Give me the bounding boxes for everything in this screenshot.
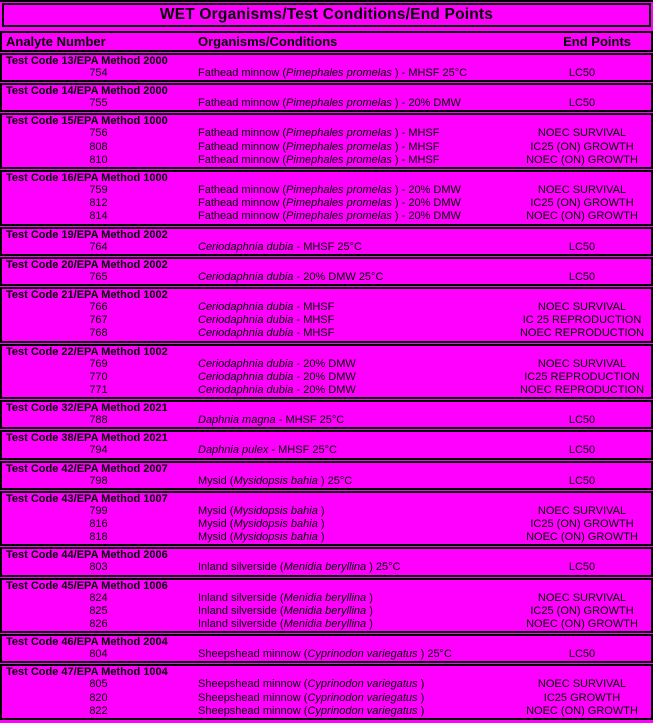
end-point-cell: NOEC SURVIVAL [537,127,627,140]
test-condition-text: ) - MHSF 25°C [391,67,468,79]
organism-common-name: Inland silverside ( [198,561,284,574]
test-code-section [0,664,653,720]
scientific-name: Cyprinodon variegatus [307,648,418,661]
organism-common-name: Fathead minnow ( [198,67,287,79]
analyte-number-cell: 799 [89,504,108,517]
end-point-cell: LC50 [568,67,596,79]
organism-conditions-cell [195,605,453,618]
organism-common-name: Mysid ( [198,518,234,531]
test-condition-text: ) - MHSF [391,140,440,153]
analyte-number-cell: 768 [89,327,108,340]
scientific-name: Pimephales promelas [286,67,392,79]
analyte-number-cell: 754 [89,67,108,79]
scientific-name: Ceriodaphnia dubia [198,314,294,327]
organism-common-name: Sheepshead minnow ( [198,691,308,704]
table-row [2,271,651,284]
end-point-cell: LC50 [568,270,596,283]
analyte-number-cell: 764 [89,240,108,253]
organism-conditions-cell [195,505,453,518]
test-code-label: Test Code 45/EPA Method 1006 [6,579,168,592]
test-code-section [0,227,653,256]
organism-conditions-cell [195,271,453,284]
test-condition-text: ) - MHSF [391,127,440,140]
organism-conditions-cell [195,327,453,340]
table-row [2,384,651,397]
end-point-cell: IC 25 REPRODUCTION [522,314,642,327]
scientific-name: Mysidopsis bahia [233,504,318,517]
analyte-number-cell: 808 [89,140,108,153]
organism-conditions-cell [195,414,453,427]
page-title: WET Organisms/Test Conditions/End Points [2,3,651,27]
analyte-number-cell: 820 [89,691,108,704]
scientific-name: Cyprinodon variegatus [307,678,418,691]
test-code-label: Test Code 44/EPA Method 2006 [6,549,168,562]
end-point-cell: IC25 (ON) GROWTH [530,197,634,210]
table-row [2,97,651,110]
test-condition-text: ) [317,504,325,517]
test-code-section [0,461,653,490]
test-condition-text: - MHSF [293,301,335,314]
organism-common-name: Inland silverside ( [198,604,284,617]
test-condition-text: ) [417,678,425,691]
scientific-name: Ceriodaphnia dubia [198,270,294,283]
test-condition-text: ) [317,531,325,544]
test-code-section [0,113,653,169]
table-row [2,531,651,544]
test-condition-text: ) - 20% DMW [391,210,461,223]
organism-conditions-cell [195,531,453,544]
end-point-cell: IC25 (ON) GROWTH [530,518,634,531]
organism-common-name: Mysid ( [198,504,234,517]
scientific-name: Cyprinodon variegatus [307,704,418,717]
test-condition-text: ) [417,704,425,717]
analyte-number-cell: 822 [89,704,108,717]
end-point-cell: NOEC SURVIVAL [537,678,627,691]
organism-common-name: Inland silverside ( [198,618,284,631]
organism-conditions-cell [195,444,453,457]
scientific-name: Ceriodaphnia dubia [198,357,294,370]
organism-conditions-cell [195,648,453,661]
organism-conditions-cell [195,592,453,605]
analyte-number-cell: 759 [89,184,108,197]
table-header-row [0,31,653,52]
organism-conditions-cell [195,384,453,397]
organism-common-name: Fathead minnow ( [198,197,287,210]
test-condition-text: ) - 20% DMW [391,184,461,197]
test-condition-text: ) [317,518,325,531]
analyte-number-cell: 824 [89,591,108,604]
table-row [2,592,651,605]
table-row [2,327,651,340]
test-condition-text: - 20% DMW 25°C [293,270,384,283]
test-condition-text: ) 25°C [366,561,401,574]
test-code-section [0,83,653,112]
analyte-number-cell: 767 [89,314,108,327]
end-point-cell: NOEC REPRODUCTION [519,327,645,340]
scientific-name: Pimephales promelas [286,210,392,223]
end-point-cell: NOEC SURVIVAL [537,301,627,314]
analyte-number-cell: 816 [89,518,108,531]
test-code-label: Test Code 14/EPA Method 2000 [6,85,168,98]
end-point-cell: NOEC REPRODUCTION [519,384,645,397]
test-condition-text: ) 25°C [417,648,452,661]
table-row [2,505,651,518]
test-code-label: Test Code 38/EPA Method 2021 [6,432,168,445]
organism-common-name: Fathead minnow ( [198,140,287,153]
end-point-cell: NOEC SURVIVAL [537,357,627,370]
scientific-name: Pimephales promelas [286,153,392,166]
column-header-end-points: End Points [563,34,631,49]
test-condition-text: - MHSF [293,327,335,340]
scientific-name: Mysidopsis bahia [233,474,318,487]
test-condition-text: ) - 20% DMW [391,97,461,110]
scientific-name: Cyprinodon variegatus [307,691,418,704]
analyte-number-cell: 804 [89,648,108,661]
analyte-number-cell: 812 [89,197,108,210]
test-condition-text: ) - MHSF [391,153,440,166]
analyte-number-cell: 756 [89,127,108,140]
organism-conditions-cell [195,67,468,80]
analyte-number-cell: 765 [89,270,108,283]
table-row [2,705,651,718]
scientific-name: Pimephales promelas [286,97,392,110]
table-row [2,141,651,154]
table-row [2,561,651,574]
test-code-label: Test Code 13/EPA Method 2000 [6,55,168,67]
scientific-name: Ceriodaphnia dubia [198,327,294,340]
analyte-number-cell: 805 [89,678,108,691]
organism-conditions-cell [195,184,461,197]
end-point-cell: NOEC (ON) GROWTH [526,531,638,544]
organism-common-name: Mysid ( [198,474,234,487]
organism-common-name: Inland silverside ( [198,591,284,604]
scientific-name: Menidia beryllina [283,591,367,604]
analyte-number-cell: 770 [89,370,108,383]
test-code-section [0,400,653,429]
analyte-number-cell: 826 [89,618,108,631]
organism-conditions-cell [195,692,453,705]
test-code-label: Test Code 47/EPA Method 1004 [6,666,168,679]
test-condition-text: - 20% DMW [293,384,356,397]
end-point-cell: IC25 (ON) GROWTH [530,604,634,617]
end-point-cell: NOEC (ON) GROWTH [526,210,638,223]
test-code-label: Test Code 16/EPA Method 1000 [6,172,168,185]
end-point-cell: NOEC (ON) GROWTH [526,618,638,631]
organism-conditions-cell [195,241,453,254]
column-header-organisms-conditions: Organisms/Conditions [198,34,338,49]
test-condition-text: - 20% DMW [293,357,356,370]
table-row [2,371,651,384]
organism-conditions-cell [195,154,453,167]
test-code-section [0,491,653,547]
scientific-name: Mysidopsis bahia [233,531,318,544]
scientific-name: Pimephales promelas [286,184,392,197]
test-condition-text: ) 25°C [317,474,353,487]
scientific-name: Pimephales promelas [286,197,392,210]
test-code-label: Test Code 22/EPA Method 1002 [6,345,168,358]
organism-common-name: Fathead minnow ( [198,97,287,110]
analyte-number-cell: 818 [89,531,108,544]
organism-conditions-cell [195,705,453,718]
organism-common-name: Sheepshead minnow ( [198,704,308,717]
test-code-label: Test Code 15/EPA Method 1000 [6,115,168,128]
analyte-number-cell: 810 [89,153,108,166]
table-row [2,444,651,457]
test-condition-text: ) [366,604,373,617]
organism-common-name: Sheepshead minnow ( [198,648,308,661]
scientific-name: Menidia beryllina [283,604,367,617]
table-row [2,605,651,618]
table-row [2,314,651,327]
organism-common-name: Fathead minnow ( [198,153,287,166]
analyte-number-cell: 769 [89,357,108,370]
end-point-cell: LC50 [568,97,596,110]
table-body [0,53,653,720]
scientific-name: Ceriodaphnia dubia [198,240,294,253]
test-code-label: Test Code 43/EPA Method 1007 [6,492,168,505]
table-row [2,678,651,691]
test-condition-text: - 20% DMW [293,370,356,383]
scientific-name: Pimephales promelas [286,140,392,153]
test-code-section [0,634,653,663]
organism-conditions-cell [195,127,453,140]
test-condition-text: - MHSF 25°C [275,414,345,427]
test-condition-text: - MHSF 25°C [293,240,362,253]
table-row [2,184,651,197]
organism-common-name: Mysid ( [198,531,234,544]
table-row [2,67,651,80]
table-row [2,692,651,705]
analyte-number-cell: 788 [89,414,108,427]
end-point-cell: NOEC SURVIVAL [537,591,627,604]
organism-conditions-cell [195,97,461,110]
test-code-label: Test Code 32/EPA Method 2021 [6,402,168,415]
end-point-cell: NOEC (ON) GROWTH [526,153,638,166]
column-header-analyte-number: Analyte Number [6,34,106,49]
end-point-cell: LC50 [568,474,596,487]
end-point-cell: IC25 (ON) GROWTH [530,140,634,153]
organism-common-name: Fathead minnow ( [198,184,287,197]
organism-conditions-cell [195,141,453,154]
test-code-section [0,170,653,226]
test-code-section [0,53,653,82]
scientific-name: Ceriodaphnia dubia [198,370,294,383]
test-code-section [0,287,653,343]
analyte-number-cell: 814 [89,210,108,223]
table-row [2,197,651,210]
table-row [2,210,651,223]
test-condition-text: - MHSF [293,314,335,327]
test-code-section [0,257,653,286]
organism-conditions-cell [195,210,461,223]
end-point-cell: LC50 [568,648,596,661]
analyte-number-cell: 794 [89,444,108,457]
end-point-cell: LC50 [568,561,596,574]
end-point-cell: LC50 [568,240,596,253]
end-point-cell: NOEC (ON) GROWTH [526,704,638,717]
table-row [2,648,651,661]
scientific-name: Daphnia pulex [198,444,269,457]
analyte-number-cell: 803 [89,561,108,574]
test-code-section [0,430,653,459]
analyte-number-cell: 798 [89,474,108,487]
test-code-section [0,578,653,634]
test-code-label: Test Code 19/EPA Method 2002 [6,228,168,241]
scientific-name: Daphnia magna [198,414,276,427]
test-code-label: Test Code 20/EPA Method 2002 [6,258,168,271]
test-code-label: Test Code 42/EPA Method 2007 [6,462,168,475]
organism-common-name: Fathead minnow ( [198,127,287,140]
scientific-name: Pimephales promelas [286,127,392,140]
end-point-cell: IC25 GROWTH [543,691,621,704]
table-row [2,127,651,140]
scientific-name: Menidia beryllina [283,561,367,574]
test-code-label: Test Code 46/EPA Method 2004 [6,636,168,649]
table-row [2,414,651,427]
test-condition-text: - MHSF 25°C [268,444,337,457]
end-point-cell: LC50 [568,414,596,427]
organism-conditions-cell [195,371,453,384]
organism-common-name: Sheepshead minnow ( [198,678,308,691]
organism-conditions-cell [195,518,453,531]
test-code-section [0,547,653,576]
test-condition-text: ) [366,591,373,604]
organism-conditions-cell [195,561,453,574]
end-point-cell: NOEC SURVIVAL [537,184,627,197]
analyte-number-cell: 771 [89,384,108,397]
test-condition-text: ) - 20% DMW [391,197,461,210]
end-point-cell: LC50 [568,444,596,457]
scientific-name: Menidia beryllina [283,618,367,631]
test-condition-text: ) [417,691,425,704]
organism-conditions-cell [195,314,453,327]
organism-conditions-cell [195,618,453,631]
scientific-name: Mysidopsis bahia [233,518,318,531]
organism-conditions-cell [195,475,453,488]
table-row [2,301,651,314]
table-row [2,618,651,631]
analyte-number-cell: 755 [89,97,108,110]
organism-conditions-cell [195,301,453,314]
analyte-number-cell: 825 [89,604,108,617]
table-row [2,518,651,531]
end-point-cell: NOEC SURVIVAL [537,504,627,517]
end-point-cell: IC25 REPRODUCTION [524,370,640,383]
organism-common-name: Fathead minnow ( [198,210,287,223]
test-code-label: Test Code 21/EPA Method 1002 [6,289,168,302]
scientific-name: Ceriodaphnia dubia [198,301,294,314]
test-code-section [0,344,653,400]
organism-conditions-cell [195,358,453,371]
organism-conditions-cell [195,678,453,691]
table-row [2,154,651,167]
table-row [2,475,651,488]
scientific-name: Ceriodaphnia dubia [198,384,294,397]
test-condition-text: ) [366,618,373,631]
analyte-number-cell: 766 [89,301,108,314]
table-row [2,241,651,254]
organism-conditions-cell [195,197,461,210]
table-row [2,358,651,371]
